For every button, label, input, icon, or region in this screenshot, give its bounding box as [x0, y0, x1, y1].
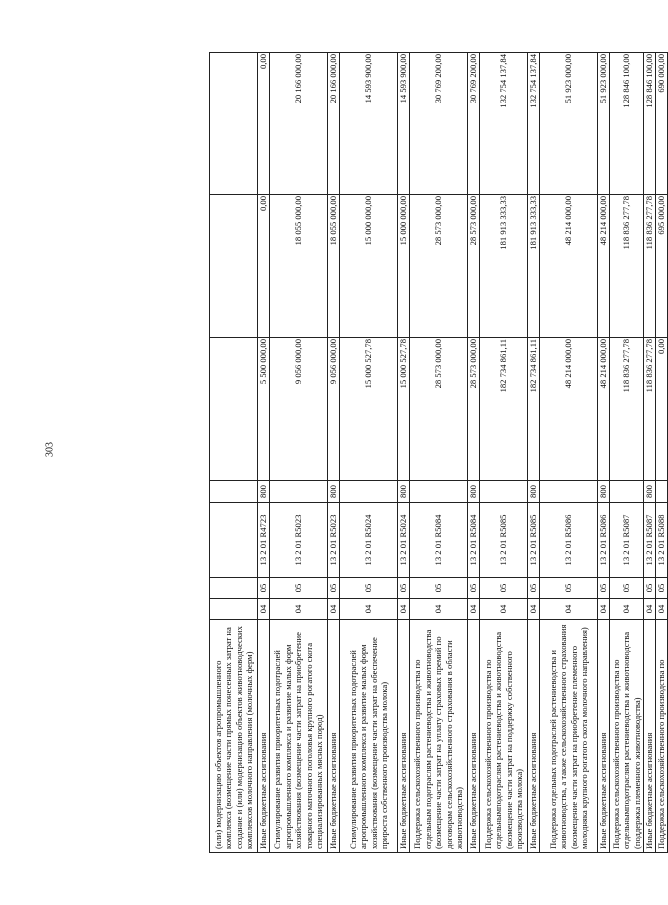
row-sum-3: 690 000,00 [656, 53, 668, 195]
row-sum-3: 30 769 200,00 [410, 53, 468, 195]
row-target-article: 13 2 01 R5024 [340, 503, 398, 578]
row-subsection: 05 [398, 578, 410, 599]
row-sum-2: 181 913 333,33 [480, 195, 528, 338]
row-section: 04 [258, 599, 270, 620]
row-name: Поддержка сельскохозяйственного производства по отдельнымподотраслям растениеводства и животноводства (возмещение части затрат на поддержку собственного производства молока) [480, 620, 528, 853]
row-name: (или) модернизацию объектов агропромышленного комплекса (возмещение части прямых понесенных затрат на создание и (или) модернизацию объектов животноводческих комплексов молочного направления (молочных ферм) [210, 620, 258, 853]
row-section: 04 [656, 599, 668, 620]
row-sum-3: 14 593 900,00 [398, 53, 410, 195]
row-section: 04 [540, 599, 598, 620]
row-target-article: 13 2 01 R5024 [398, 503, 410, 578]
row-expense-type [480, 481, 528, 503]
row-name: Поддержка отдельных подотраслей растениеводства и животноводства, а также сельскохозяйственного страхования (возмещение части затрат на приобретение племенного молодняка крупного рогатого скота молочного направления) [540, 620, 598, 853]
row-subsection: 05 [328, 578, 340, 599]
page-number: 303 [44, 442, 56, 457]
row-subsection [210, 578, 258, 599]
row-expense-type [656, 481, 668, 503]
row-section: 04 [398, 599, 410, 620]
row-sum-2: 181 913 333,33 [528, 195, 540, 338]
row-sum-1: 9 056 000,00 [270, 338, 328, 481]
row-section: 04 [528, 599, 540, 620]
row-sum-3: 20 166 000,00 [328, 53, 340, 195]
row-sum-2: 28 573 000,00 [410, 195, 468, 338]
row-expense-type: 800 [598, 481, 610, 503]
row-subsection: 05 [340, 578, 398, 599]
row-name: Иные бюджетные ассигнования [398, 620, 410, 853]
row-name: Иные бюджетные ассигнования [258, 620, 270, 853]
row-expense-type [340, 481, 398, 503]
table-row [540, 53, 598, 853]
row-sum-3: 51 923 000,00 [540, 53, 598, 195]
row-target-article: 13 2 01 R5085 [528, 503, 540, 578]
row-target-article: 13 2 01 R5086 [540, 503, 598, 578]
row-sum-3: 132 754 137,84 [480, 53, 528, 195]
row-sum-1: 9 056 000,00 [328, 338, 340, 481]
row-sum-1 [210, 338, 258, 481]
row-expense-type: 800 [328, 481, 340, 503]
table-row [398, 53, 410, 853]
row-sum-2: 48 214 000,00 [540, 195, 598, 338]
row-sum-1: 15 000 527,78 [340, 338, 398, 481]
table-row [468, 53, 480, 853]
table-row [410, 53, 468, 853]
table-row [656, 53, 668, 853]
row-subsection: 05 [540, 578, 598, 599]
row-target-article: 13 2 01 R5087 [610, 503, 644, 578]
rotated-table-container [209, 53, 667, 853]
row-sum-1: 182 734 861,11 [480, 338, 528, 481]
row-target-article: 13 2 01 R4723 [258, 503, 270, 578]
row-sum-1: 48 214 000,00 [540, 338, 598, 481]
row-name: Иные бюджетные ассигнования [528, 620, 540, 853]
row-name: Поддержка сельскохозяйственного производства по отдельнымподотраслям растениеводства и животноводства (поддержка племенного животноводства) [610, 620, 644, 853]
row-name: Поддержка сельскохозяйственного производства по отдельным подотраслям растениеводства и животноводства (возмещение части затрат на уплату страховых премий по договорам сельскохозяйственного страхования в области животноводства) [410, 620, 468, 853]
row-sum-2: 18 055 000,00 [328, 195, 340, 338]
row-sum-2: 695 000,00 [656, 195, 668, 338]
row-expense-type [540, 481, 598, 503]
row-sum-2: 28 573 000,00 [468, 195, 480, 338]
row-subsection: 05 [528, 578, 540, 599]
row-section: 04 [468, 599, 480, 620]
row-sum-3: 0,00 [258, 53, 270, 195]
row-expense-type [210, 481, 258, 503]
row-section: 04 [480, 599, 528, 620]
row-sum-3: 14 593 900,00 [340, 53, 398, 195]
row-subsection: 05 [410, 578, 468, 599]
table-row [528, 53, 540, 853]
row-target-article: 13 2 01 R5086 [598, 503, 610, 578]
row-subsection: 05 [644, 578, 656, 599]
row-section: 04 [610, 599, 644, 620]
row-subsection: 05 [270, 578, 328, 599]
row-sum-2: 0,00 [258, 195, 270, 338]
table-row [258, 53, 270, 853]
table-row [270, 53, 328, 853]
row-target-article: 13 2 01 R5087 [644, 503, 656, 578]
row-sum-3: 128 846 100,00 [610, 53, 644, 195]
row-sum-1: 118 836 277,78 [644, 338, 656, 481]
row-sum-2: 48 214 000,00 [598, 195, 610, 338]
row-section: 04 [270, 599, 328, 620]
table-row [340, 53, 398, 853]
row-sum-1: 0,00 [656, 338, 668, 481]
row-name: Стимулирование развития приоритетных подотраслей агропромышленного комплекса и развитие малых форм хозяйствования (возмещение части затрат на приобретение товарного маточного поголовья крупного рогатого скота специализированных мясных пород) [270, 620, 328, 853]
table-row [644, 53, 656, 853]
row-subsection: 05 [258, 578, 270, 599]
row-sum-1: 182 734 861,11 [528, 338, 540, 481]
budget-table-body [210, 53, 668, 853]
row-sum-1: 118 836 277,78 [610, 338, 644, 481]
row-sum-1: 28 573 000,00 [468, 338, 480, 481]
row-name: Иные бюджетные ассигнования [328, 620, 340, 853]
row-sum-2: 118 836 277,78 [610, 195, 644, 338]
row-section: 04 [340, 599, 398, 620]
row-sum-1: 48 214 000,00 [598, 338, 610, 481]
table-row [328, 53, 340, 853]
row-section [210, 599, 258, 620]
row-sum-1: 15 000 527,78 [398, 338, 410, 481]
row-sum-1: 28 573 000,00 [410, 338, 468, 481]
row-sum-2: 118 836 277,78 [644, 195, 656, 338]
row-name: Стимулирование развития приоритетных подотраслей агропромышленного комплекса и развитие малых форм хозяйствования (возмещение части затрат на обеспечение прироста собственного производства молока) [340, 620, 398, 853]
row-name: Иные бюджетные ассигнования [598, 620, 610, 853]
table-row [598, 53, 610, 853]
row-expense-type: 800 [528, 481, 540, 503]
row-target-article: 13 2 01 R5084 [410, 503, 468, 578]
row-expense-type: 800 [468, 481, 480, 503]
table-row [610, 53, 644, 853]
row-name: Поддержка сельскохозяйственного производства по [656, 620, 668, 853]
row-sum-2: 18 055 000,00 [270, 195, 328, 338]
row-sum-2: 15 000 000,00 [398, 195, 410, 338]
row-sum-1: 5 500 000,00 [258, 338, 270, 481]
row-sum-3: 20 166 000,00 [270, 53, 328, 195]
row-subsection: 05 [656, 578, 668, 599]
row-subsection: 05 [610, 578, 644, 599]
row-section: 04 [644, 599, 656, 620]
row-target-article: 13 2 01 R5084 [468, 503, 480, 578]
row-target-article [210, 503, 258, 578]
row-target-article: 13 2 01 R5088 [656, 503, 668, 578]
row-subsection: 05 [598, 578, 610, 599]
row-sum-3 [210, 53, 258, 195]
row-sum-3: 132 754 137,84 [528, 53, 540, 195]
row-sum-2 [210, 195, 258, 338]
row-sum-2: 15 000 000,00 [340, 195, 398, 338]
table-row [210, 53, 258, 853]
row-sum-3: 128 846 100,00 [644, 53, 656, 195]
row-expense-type: 800 [398, 481, 410, 503]
row-subsection: 05 [480, 578, 528, 599]
row-expense-type: 800 [644, 481, 656, 503]
row-sum-3: 51 923 000,00 [598, 53, 610, 195]
row-target-article: 13 2 01 R5023 [270, 503, 328, 578]
row-sum-3: 30 769 200,00 [468, 53, 480, 195]
row-expense-type [610, 481, 644, 503]
row-name: Иные бюджетные ассигнования [644, 620, 656, 853]
row-section: 04 [410, 599, 468, 620]
row-target-article: 13 2 01 R5023 [328, 503, 340, 578]
row-expense-type: 800 [258, 481, 270, 503]
row-section: 04 [598, 599, 610, 620]
budget-table [209, 52, 668, 853]
row-section: 04 [328, 599, 340, 620]
table-row [480, 53, 528, 853]
row-subsection: 05 [468, 578, 480, 599]
row-name: Иные бюджетные ассигнования [468, 620, 480, 853]
row-expense-type [270, 481, 328, 503]
row-target-article: 13 2 01 R5085 [480, 503, 528, 578]
row-expense-type [410, 481, 468, 503]
